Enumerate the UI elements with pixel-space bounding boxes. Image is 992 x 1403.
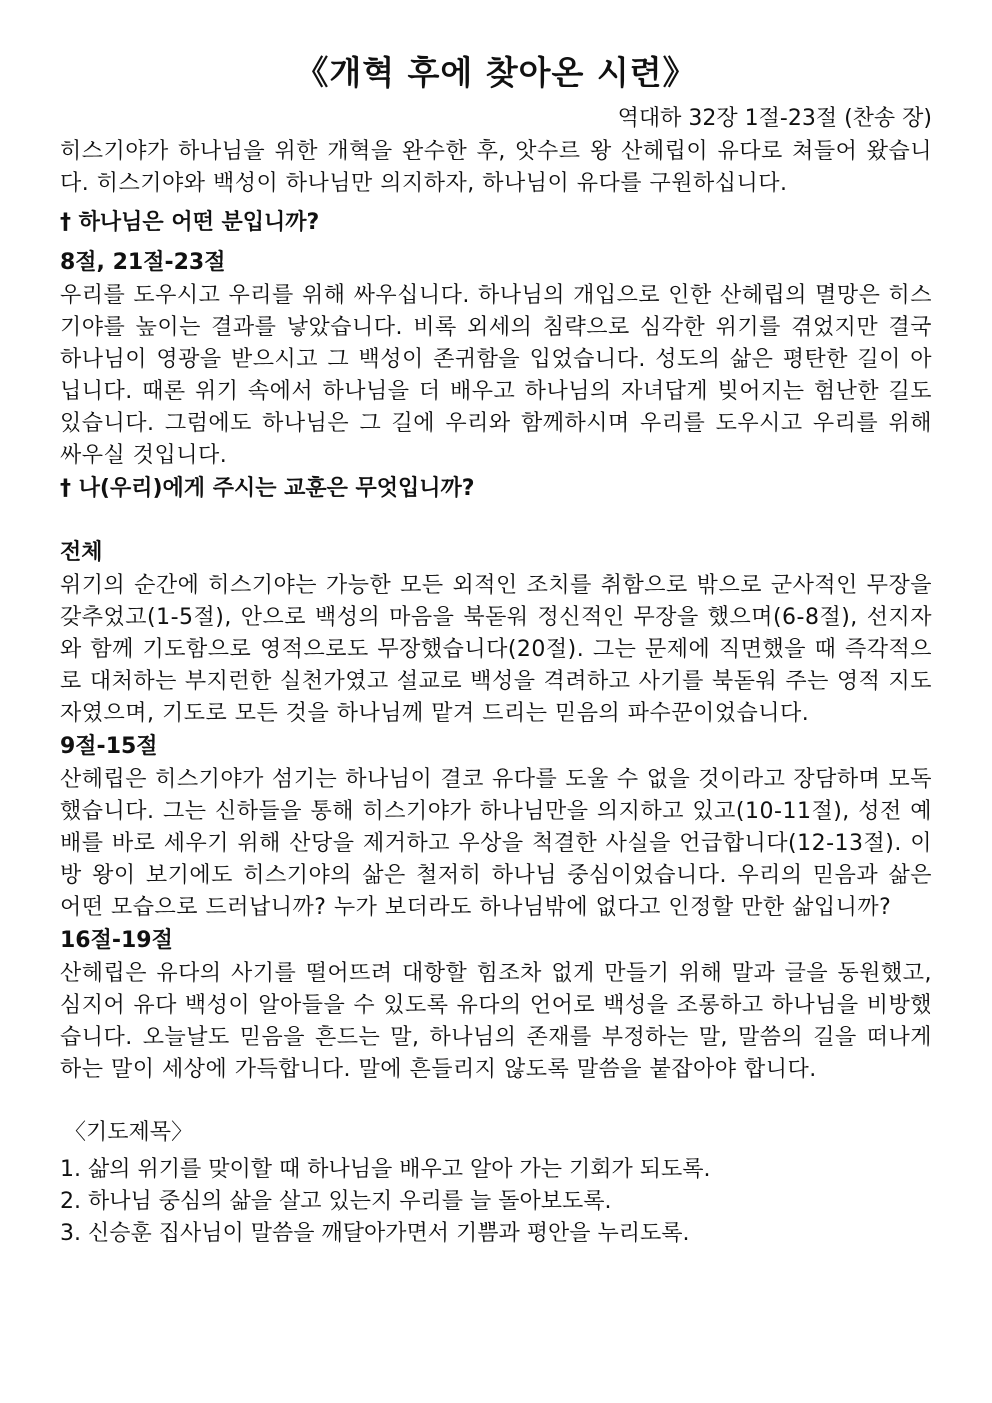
- section-paragraph-overall: 위기의 순간에 히스기야는 가능한 모든 외적인 조치를 취함으로 밖으로 군사적인 무장을 갖추었고(1-5절), 안으로 백성의 마음을 북돋워 정신적인 무장을 했으며(6-8절), 선지자와 함께 기도함으로 영적으로도 무장했습니다(20절). 그는 문제에 직면했을 때 즉각적으로 대처하는 부지런한 실천가였고 설교로 백성을 격려하고 사기를 북돋워 주는 영적 지도자였으며, 기도로 모든 것을 하나님께 맡겨 드리는 믿음의 파수꾼이었습니다.: [60, 573, 932, 726]
- intro-paragraph: 히스기야가 하나님을 위한 개혁을 완수한 후, 앗수르 왕 산헤립이 유다로 쳐들어 왔습니다. 히스기야와 백성이 하나님만 의지하자, 하나님이 유다를 구원하십니다.: [60, 139, 932, 196]
- section-paragraph-16-19: 산헤립은 유다의 사기를 떨어뜨려 대항할 힘조차 없게 만들기 위해 말과 글을 동원했고, 심지어 유다 백성이 알아들을 수 있도록 유다의 언어로 백성을 조롱하고 하나님을 비방했습니다. 오늘날도 믿음을 흔드는 말, 하나님의 존재를 부정하는 말, 말씀의 길을 떠나게 하는 말이 세상에 가득합니다. 말에 흔들리지 않도록 말씀을 붙잡아야 합니다.: [60, 961, 932, 1082]
- section-label-9-15: 9절-15절: [60, 734, 158, 759]
- answer-paragraph-1: 우리를 도우시고 우리를 위해 싸우십니다. 하나님의 개입으로 인한 산헤립의 멸망은 히스기야를 높이는 결과를 낳았습니다. 비록 외세의 침략으로 심각한 위기를 겪었지만 결국 하나님이 영광을 받으시고 그 백성이 존귀함을 입었습니다. 성도의 삶은 평탄한 길이 아닙니다. 때론 위기 속에서 하나님을 더 배우고 하나님의 자녀답게 빚어지는 험난한 길도 있습니다. 그럼에도 하나님은 그 길에 우리와 함께하시며 우리를 도우시고 우리를 위해 싸우실 것입니다.: [60, 283, 932, 468]
- question-heading-1: † 하나님은 어떤 분입니까?: [60, 210, 320, 235]
- prayer-item: 1. 삶의 위기를 맞이할 때 하나님을 배우고 알아 가는 기회가 되도록.: [60, 1157, 711, 1182]
- prayer-item: 3. 신승훈 집사님이 말씀을 깨달아가면서 기쁨과 평안을 누리도록.: [60, 1221, 690, 1246]
- question-heading-2: † 나(우리)에게 주시는 교훈은 무엇입니까?: [60, 476, 475, 501]
- section-paragraph-9-15: 산헤립은 히스기야가 섬기는 하나님이 결코 유다를 도울 수 없을 것이라고 장담하며 모독했습니다. 그는 신하들을 통해 히스기야가 하나님만을 의지하고 있고(10-11절), 성전 예배를 바로 세우기 위해 산당을 제거하고 우상을 척결한 사실을 언급합니다(12-13절). 이방 왕이 보기에도 히스기야의 삶은 철저히 하나님 중심이었습니다. 우리의 믿음과 삶은 어떤 모습으로 드러납니까? 누가 보더라도 하나님밖에 없다고 인정할 만한 삶입니까?: [60, 767, 932, 920]
- document-title: 《개혁 후에 찾아온 시련》: [295, 53, 697, 92]
- section-label-16-19: 16절-19절: [60, 928, 173, 953]
- prayer-title: 〈기도제목〉: [64, 1120, 194, 1145]
- document-page: [60, 48, 932, 1250]
- scripture-reference: 역대하 32장 1절-23절 (찬송 장): [617, 106, 932, 131]
- prayer-list: [60, 1154, 932, 1250]
- prayer-item: 2. 하나님 중심의 삶을 살고 있는지 우리를 늘 돌아보도록.: [60, 1189, 612, 1214]
- verse-label-1: 8절, 21절-23절: [60, 250, 226, 275]
- section-label-overall: 전체: [60, 540, 103, 565]
